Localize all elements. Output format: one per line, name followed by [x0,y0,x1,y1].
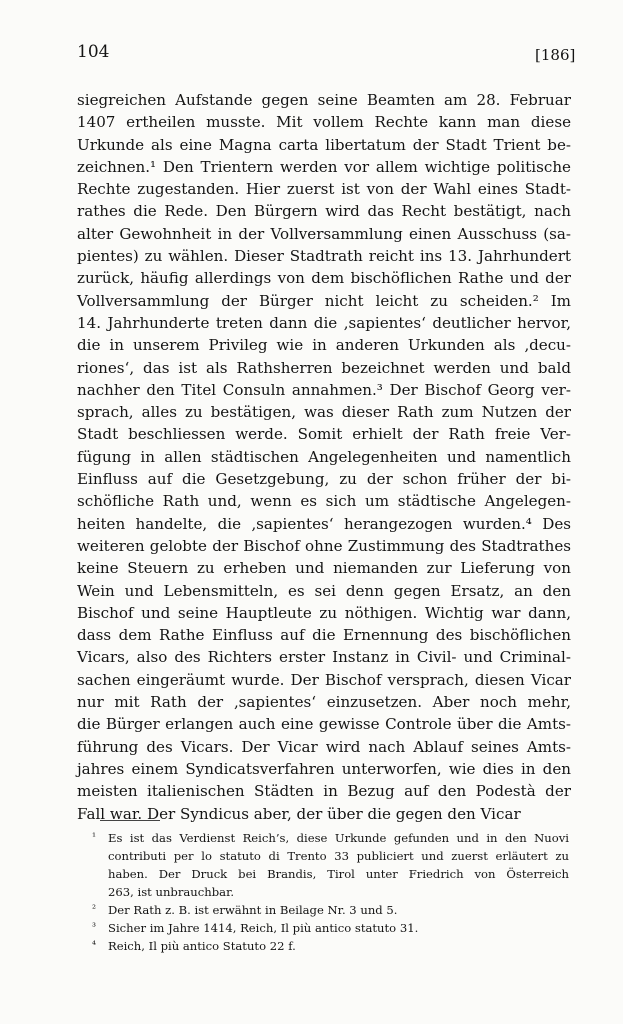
text-line: sprach, alles zu bestätigen, was dieser Rath zum Nutzen der [77,403,571,422]
footnote-text: Sicher im Jahre 1414, Reich, Il più antico statuto 31. [108,921,419,935]
text-line: jahres einem Syndicatsverfahren unterworfen, wie dies in den [77,759,571,778]
footnote-1 [92,829,569,847]
text-line: nachher den Titel Consuln annahmen.³ Der Bischof Georg ver- [77,380,571,399]
text-line: alter Gewohnheit in der Vollversammlung einen Ausschuss (sa- [77,224,571,243]
page-reference: [186] [535,46,576,64]
text-line: keine Steuern zu erheben und niemanden zur Lieferung von [77,559,571,578]
text-line: Fall war. Der Syndicus aber, der über die gegen den Vicar [77,804,521,823]
text-line: rathes die Rede. Den Bürgern wird das Recht bestätigt, nach [77,202,571,221]
text-line: Urkunde als eine Magna carta libertatum der Stadt Trient be- [77,135,571,154]
text-line: Vicars, also des Richters erster Instanz in Civil- und Criminal- [77,648,571,667]
text-line: führung des Vicars. Der Vicar wird nach Ablauf seines Amts- [77,737,571,756]
footnote-mark: ⁴ [92,940,97,951]
text-line: pientes) zu wählen. Dieser Stadtrath reicht ins 13. Jahrhundert [77,247,571,266]
body-text [77,89,571,825]
footnote-text: Es ist das Verdienst Reich’s, diese Urkunde gefunden und in den Nuovi [108,831,569,845]
footnote-4 [92,937,569,955]
text-line: die Bürger erlangen auch eine gewisse Controle über die Amts- [77,715,571,734]
text-line: die in unserem Privileg wie in anderen Urkunden als ‚decu- [77,336,571,355]
text-line: riones‘, das ist als Rathsherren bezeichnet werden und bald [77,358,571,377]
footnote-1-line: haben. Der Druck bei Brandis, Tirol unter Friedrich von Österreich [108,867,569,881]
text-line: Einfluss auf die Gesetzgebung, zu der schon früher der bi- [77,470,571,489]
text-line: siegreichen Aufstande gegen seine Beamten am 28. Februar [77,91,571,109]
text-line: weiteren gelobte der Bischof ohne Zustimmung des Stadtrathes [77,536,571,555]
text-line: heiten handelte, die ‚sapientes‘ herangezogen wurden.⁴ Des [77,514,571,533]
text-line: 14. Jahrhunderte treten dann die ‚sapientes‘ deutlicher hervor, [77,313,571,332]
text-line: Bischof und seine Hauptleute zu nöthigen. Wichtig war dann, [77,603,571,622]
text-line: nur mit Rath der ‚sapientes‘ einzusetzen. Aber noch mehr, [77,693,571,712]
text-line: sachen eingeräumt wurde. Der Bischof versprach, diesen Vicar [77,670,571,689]
text-line: meisten italienischen Städten in Bezug auf den Podestà der [77,782,571,801]
footnote-mark: ³ [92,922,97,933]
text-line: Vollversammlung der Bürger nicht leicht zu scheiden.² Im [77,291,571,310]
text-line: schöfliche Rath und, wenn es sich um städtische Angelegen- [77,492,571,511]
footnote-mark: ¹ [92,832,97,843]
text-line: fügung in allen städtischen Angelegenheiten und namentlich [77,447,571,466]
text-line: zeichnen.¹ Den Trientern werden vor allem wichtige politische [77,157,571,176]
footnote-mark: ² [92,904,97,915]
text-line: zurück, häufig allerdings von dem bischöflichen Rathe und der [77,269,571,288]
page-number: 104 [77,42,110,62]
footnote-1-line: 263, ist unbrauchbar. [108,885,235,899]
footnote-divider [100,820,160,821]
text-line: Stadt beschliessen werde. Somit erhielt der Rath freie Ver- [77,425,571,444]
text-line: 1407 ertheilen musste. Mit vollem Rechte kann man diese [77,113,571,132]
text-line: Rechte zugestanden. Hier zuerst ist von der Wahl eines Stadt- [77,180,571,199]
text-line: Wein und Lebensmitteln, es sei denn gegen Ersatz, an den [77,581,571,600]
footnotes [92,829,569,955]
footnote-1-line: contributi per lo statuto di Trento 33 publiciert und zuerst erläutert zu [108,849,569,863]
footnote-text: Der Rath z. B. ist erwähnt in Beilage Nr. 3 und 5. [108,903,398,917]
footnote-3 [92,919,569,937]
text-line: dass dem Rathe Einfluss auf die Ernennung des bischöflichen [77,626,571,645]
footnote-text: Reich, Il più antico Statuto 22 f. [108,939,296,953]
footnote-2 [92,901,569,919]
